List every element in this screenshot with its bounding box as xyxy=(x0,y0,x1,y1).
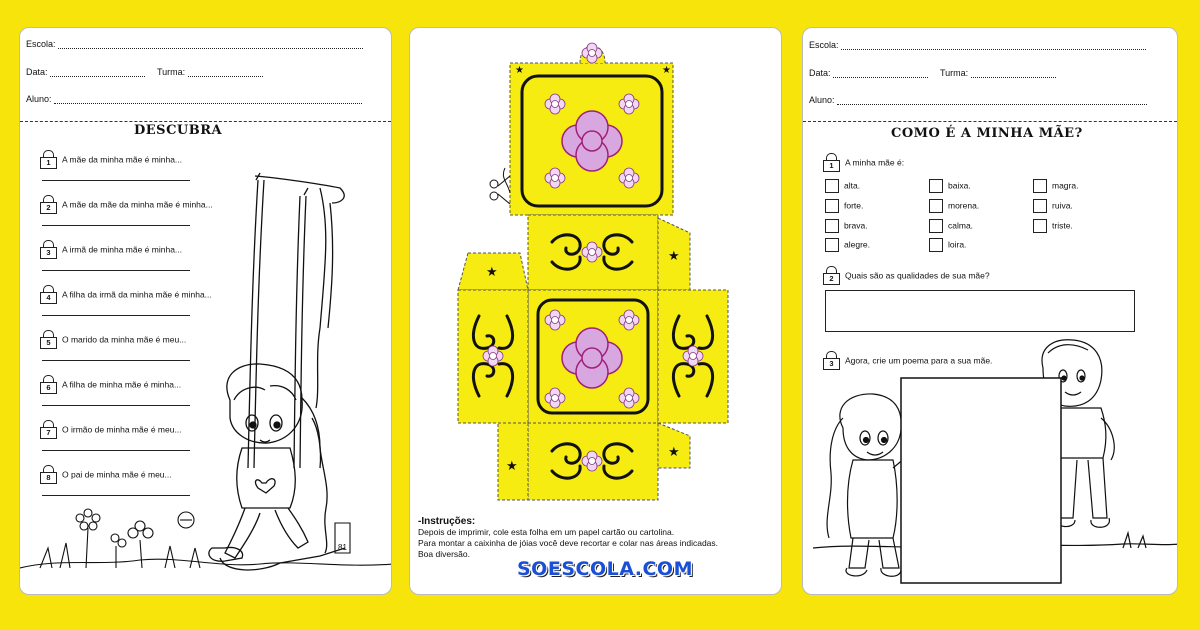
question-text: A filha de minha mãe é minha... xyxy=(62,379,182,390)
scissors-icon xyxy=(490,168,510,204)
option-checkbox[interactable]: morena. xyxy=(929,199,979,213)
school-field[interactable] xyxy=(26,39,363,49)
question-6 xyxy=(40,377,181,393)
question-text: O marido da minha mãe é meu... xyxy=(62,334,187,345)
question-number-icon: 3 xyxy=(823,353,841,369)
question-number-icon: 5 xyxy=(40,332,58,348)
question-number-icon: 4 xyxy=(40,287,58,303)
option-checkbox[interactable]: magra. xyxy=(1033,179,1078,193)
date-label: Data: xyxy=(26,67,48,77)
worksheet-header xyxy=(20,28,391,122)
question-5 xyxy=(40,332,186,348)
question-number-icon: 3 xyxy=(40,242,58,258)
option-checkbox[interactable]: ruiva. xyxy=(1033,199,1073,213)
class-field[interactable] xyxy=(157,67,263,77)
instruction-line: Depois de imprimir, cole esta folha em um papel cartão ou cartolina. xyxy=(418,527,675,537)
answer-line[interactable] xyxy=(42,404,190,406)
answer-line[interactable] xyxy=(42,494,190,496)
svg-text:★: ★ xyxy=(506,458,518,473)
student-field[interactable] xyxy=(26,94,362,104)
jewelry-box-net xyxy=(410,28,782,595)
worksheet-descubra xyxy=(19,27,392,595)
question-text: Agora, crie um poema para a sua mãe. xyxy=(845,355,993,366)
question-number-icon: 6 xyxy=(40,377,58,393)
option-checkbox[interactable]: alegre. xyxy=(825,238,870,252)
svg-text:★: ★ xyxy=(668,444,680,459)
question-2 xyxy=(40,197,213,213)
svg-text:★: ★ xyxy=(515,65,524,76)
question-4 xyxy=(40,287,212,303)
poem-sign-board[interactable] xyxy=(901,378,1061,583)
question-8 xyxy=(40,467,172,483)
question-7 xyxy=(40,422,182,438)
question-number-icon: 1 xyxy=(40,152,58,168)
page-title: DESCUBRA xyxy=(134,123,223,138)
class-label: Turma: xyxy=(940,68,969,78)
svg-text:★: ★ xyxy=(668,248,680,263)
option-checkbox[interactable]: brava. xyxy=(825,219,868,233)
question-text: O irmão de minha mãe é meu... xyxy=(62,424,182,435)
question-3 xyxy=(823,353,992,369)
question-number-icon: 2 xyxy=(40,197,58,213)
svg-text:★: ★ xyxy=(662,65,671,76)
option-checkbox[interactable]: alta. xyxy=(825,179,860,193)
question-text: A irmã de minha mãe é minha... xyxy=(62,244,183,255)
class-field[interactable] xyxy=(940,68,1056,78)
question-1 xyxy=(40,152,182,168)
instructions xyxy=(418,516,718,560)
question-text: A minha mãe é: xyxy=(845,157,905,168)
class-label: Turma: xyxy=(157,67,186,77)
answer-line[interactable] xyxy=(42,224,190,226)
instructions-title: -Instruções: xyxy=(418,516,476,527)
page-number: 81 xyxy=(338,543,347,552)
option-checkbox[interactable]: calma. xyxy=(929,219,973,233)
student-label: Aluno: xyxy=(809,95,835,105)
answer-line[interactable] xyxy=(42,314,190,316)
school-field[interactable] xyxy=(809,40,1146,50)
question-number-icon: 8 xyxy=(40,467,58,483)
answer-line[interactable] xyxy=(42,449,190,451)
option-checkbox[interactable]: loira. xyxy=(929,238,966,252)
question-text: A mãe da mãe da minha mãe é minha... xyxy=(62,199,213,210)
question-number-icon: 1 xyxy=(823,155,841,171)
question-number-icon: 7 xyxy=(40,422,58,438)
answer-line[interactable] xyxy=(42,269,190,271)
option-checkbox[interactable]: baixa. xyxy=(929,179,971,193)
question-number-icon: 2 xyxy=(823,268,841,284)
date-label: Data: xyxy=(809,68,831,78)
question-text: A mãe da minha mãe é minha... xyxy=(62,154,183,165)
instruction-line: Boa diversão. xyxy=(418,549,470,559)
instruction-line: Para montar a caixinha de jóias você deve recortar e colar nas áreas indicadas. xyxy=(418,538,719,548)
option-checkbox[interactable]: triste. xyxy=(1033,219,1073,233)
question-text: O pai de minha mãe é meu... xyxy=(62,469,172,480)
site-logo[interactable]: SOESCOLA.COM xyxy=(517,558,693,580)
date-field[interactable] xyxy=(26,67,145,77)
page-title: COMO É A MINHA MÃE? xyxy=(891,126,1083,141)
question-2 xyxy=(823,268,990,284)
question-3 xyxy=(40,242,182,258)
school-label: Escola: xyxy=(26,39,56,49)
student-label: Aluno: xyxy=(26,94,52,104)
question-text: A filha da irmã da minha mãe é minha... xyxy=(62,289,212,300)
worksheet-header xyxy=(803,28,1177,122)
svg-text:★: ★ xyxy=(486,264,498,279)
question-1 xyxy=(823,155,904,171)
student-field[interactable] xyxy=(809,95,1147,105)
question-text: Quais são as qualidades de sua mãe? xyxy=(845,270,990,281)
school-label: Escola: xyxy=(809,40,839,50)
option-checkbox[interactable]: forte. xyxy=(825,199,863,213)
answer-line[interactable] xyxy=(42,359,190,361)
date-field[interactable] xyxy=(809,68,928,78)
answer-line[interactable] xyxy=(42,179,190,181)
worksheet-como-e-minha-mae xyxy=(802,27,1178,595)
jewelry-box-template xyxy=(409,27,782,595)
qualities-answer-box[interactable] xyxy=(825,290,1135,332)
